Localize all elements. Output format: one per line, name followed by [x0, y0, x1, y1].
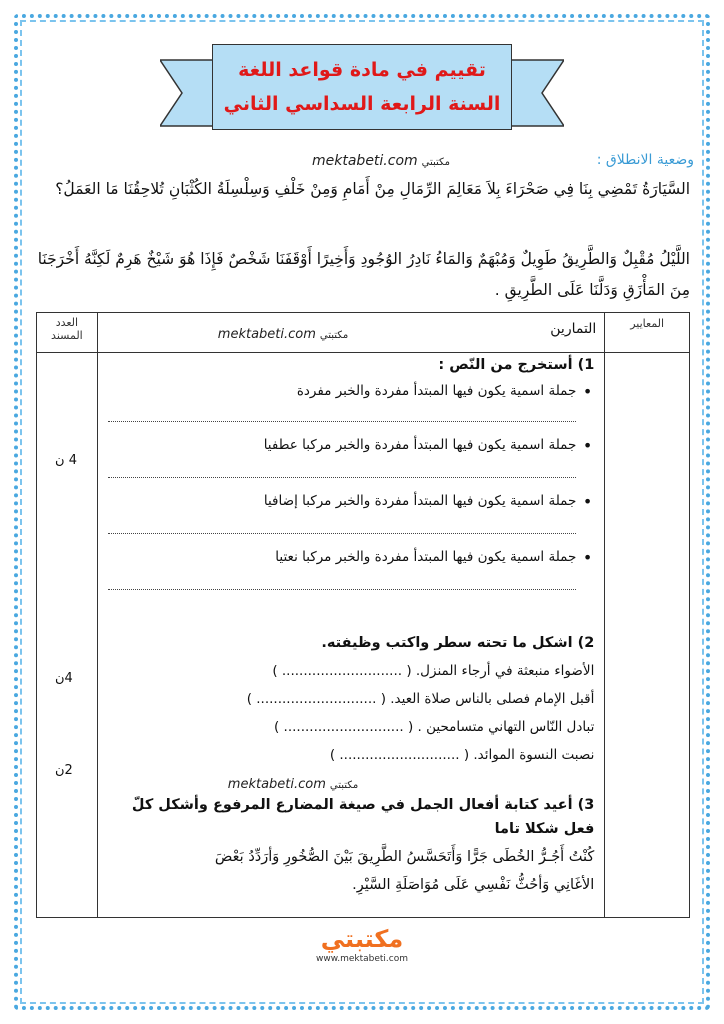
q1-points: 4 ن [55, 453, 77, 468]
q1-title: 1) أستخرج من النّص : [438, 357, 595, 373]
q1-item-2: • جملة اسمية يكون فيها المبتدأ مفردة والخبر مركبا عطفيا [264, 437, 577, 453]
watermark-2 [218, 327, 348, 342]
q1-item-4: • جملة اسمية يكون فيها المبتدأ مفردة والخبر مركبا نعتيا [275, 549, 576, 565]
footer-logo [292, 924, 432, 972]
exercises-header-cell [97, 313, 605, 353]
watermark-arabic: مكتبتي [319, 330, 349, 341]
footer-logo-text: مكتبتي [320, 925, 404, 953]
answer-line[interactable] [108, 421, 577, 422]
q3-text-line-2: الأغَانِي وَأحُثُّ نَفْسِي عَلَى مُوَاصَلَةِ السَّيْرِ. [352, 877, 595, 893]
exercises-header: التمارين [550, 321, 597, 337]
watermark-1 [312, 153, 450, 169]
intro-paragraph-2: اللَّيْلُ مُقْبِلٌ وَالطَّرِيقُ طَوِيلٌ وَمُبْهَمٌ وَالمَاءُ نَادِرُ الوُجُودِ وَأَخِيرًا أَوْقَفَنَا شَخْصٌ فَإِذَا هُوَ شَيْخٌ هَرِمٌ لَكِنَّهُ أَخْرَجَنَا مِنَ المَأْزَقِ وَدَلَّنَا عَلَى الطَّرِيقِ . [37, 250, 690, 299]
watermark-site: mektabeti.com [217, 327, 316, 342]
exercise-table [36, 312, 690, 918]
points-header-cell [37, 313, 98, 353]
exercises-cell [97, 353, 605, 918]
answer-line[interactable] [108, 589, 577, 590]
footer-url: www.mektabeti.com [315, 954, 409, 964]
intro-title: وضعية الانطلاق : [596, 152, 694, 168]
q1-item-3: • جملة اسمية يكون فيها المبتدأ مفردة والخبر مركبا إضافيا [264, 493, 576, 509]
banner-subtitle: السنة الرابعة السداسي الثاني [223, 93, 501, 115]
answer-line[interactable] [108, 477, 577, 478]
criteria-header: المعايير [630, 317, 665, 330]
points-header-l1: العدد [55, 316, 79, 329]
q2-points-b: 2ن [55, 763, 73, 778]
q2-title: 2) اشكل ما تحته سطر واكتب وظيفته. [321, 635, 595, 651]
criteria-header-cell [605, 313, 690, 353]
q2-line-3: تبادل النّاس التهاني متسامحين . ( ............................ ) [273, 719, 595, 735]
watermark-site: mektabeti.com [312, 153, 418, 169]
q2-points-a: 4ن [55, 671, 73, 686]
banner-box [212, 44, 512, 130]
q3-title-line-1: 3) أعيد كتابة أفعال الجمل في صيغة المضارع المرفوع وأشكل كلّ [131, 797, 595, 813]
answer-line[interactable] [108, 533, 577, 534]
q1-item-1: • جملة اسمية يكون فيها المبتدأ مفردة والخبر مفردة [297, 383, 577, 399]
watermark-arabic: مكتبتي [329, 780, 359, 791]
watermark-3 [228, 777, 358, 792]
points-header-l2: المسند [51, 329, 83, 342]
banner-title: تقييم في مادة قواعد اللغة [238, 59, 486, 81]
q2-line-4: نصبت النسوة الموائد. ( ............................ ) [329, 747, 595, 763]
q3-text-line-1: كُنْتُ أَجُـرُّ الخُطَى جَرًّا وَأَتَحَسَّسُ الطَّرِيقَ بَيْنَ الصُّخُورِ وَأرَدِّدُ بَعْضَ [214, 849, 595, 865]
points-cell [37, 353, 98, 918]
title-banner [160, 34, 564, 132]
q3-title-line-2: فعل شكلا تاما [494, 821, 595, 837]
q2-line-2: أقبل الإمام فصلى بالناس صلاة العيد. ( ............................ ) [246, 691, 595, 707]
watermark-arabic: مكتبتي [421, 157, 450, 168]
q2-line-1: الأضواء منبعثة في أرجاء المنزل. ( ............................ ) [272, 663, 595, 679]
watermark-site: mektabeti.com [227, 777, 326, 792]
criteria-cell [605, 353, 690, 918]
intro-paragraph-1: السَّيَارَةُ تَمْضِي بِنَا فِي صَحْرَاءَ بِلاَ مَعَالِمَ الرِّمَالِ مِنْ أَمَامِ وَمِنْ خَلْفِ وَسِلْسِلَةُ الكُثْبَانِ تُلاحِقُنَا مَا العَمَلُ؟ [55, 180, 690, 198]
